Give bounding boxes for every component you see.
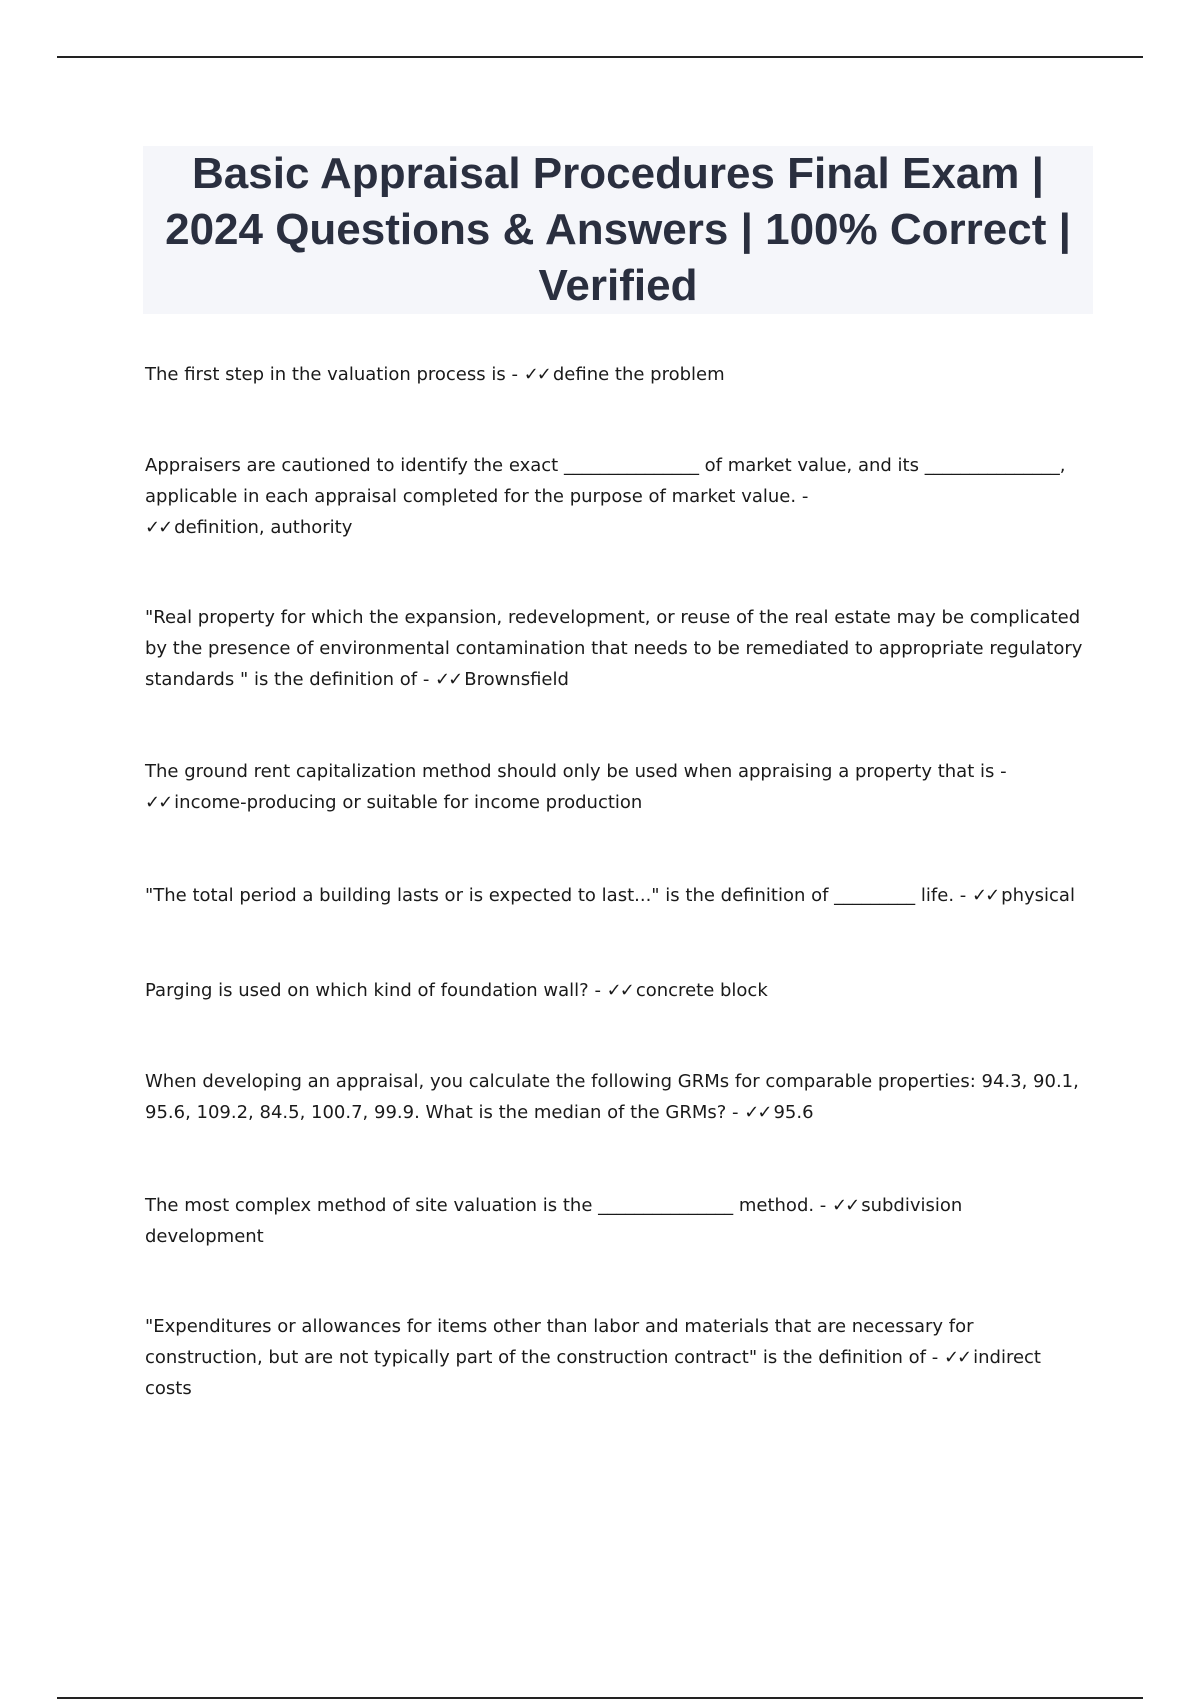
answer-text: 95.6 [773,1102,814,1123]
question-text: When developing an appraisal, you calculate the following GRMs for comparable properties: 94.3, 90.1, 95.6, 109.2, 84.5, 100.7, 99.9. What is the median of the GRMs? - [145,1071,1079,1123]
answer-text: definition, authority [174,517,353,538]
check-icon: ✓✓ [832,1195,859,1216]
question-text: The ground rent capitalization method should only be used when appraising a property that is - [145,761,1007,782]
question-text: Appraisers are cautioned to identify the exact _______________ of market value, and its _______________, applicable in each appraisal completed for the purpose of market value. - [145,455,1066,507]
question-text: "Real property for which the expansion, redevelopment, or reuse of the real estate may be complicated by the presence of environmental contamination that needs to be remediated to appropriate regulatory standards " is the definition of - [145,607,1083,690]
qa-item-2 [145,450,1085,543]
question-text: The most complex method of site valuation is the _______________ method. - [145,1195,833,1216]
qa-item-1 [145,359,1085,390]
top-rule [57,56,1143,58]
check-icon: ✓✓ [943,1347,971,1368]
question-text: "Expenditures or allowances for items other than labor and materials that are necessary for construction, but are not typically part of the construction contract" is the definition of - [145,1316,974,1368]
qa-item-4 [145,756,1085,818]
question-text: "The total period a building lasts or is expected to last..." is the definition of _________ life. - [145,885,972,906]
check-icon: ✓✓ [606,980,633,1001]
qa-item-6 [145,975,1085,1006]
qa-item-7 [145,1066,1085,1128]
answer-text: physical [1001,885,1075,906]
answer-text: Brownsfield [464,669,569,690]
qa-item-9 [145,1311,1085,1404]
bottom-rule [57,1697,1143,1699]
qa-item-5 [145,880,1145,911]
qa-item-8 [145,1190,1045,1252]
check-icon: ✓✓ [145,792,172,813]
qa-item-3 [145,602,1085,695]
answer-text: subdivision development [145,1195,963,1247]
answer-text: define the problem [552,364,725,385]
title-banner [143,146,1093,314]
check-icon: ✓✓ [435,669,462,690]
question-text: The first step in the valuation process is - [145,364,524,385]
document-title: Basic Appraisal Procedures Final Exam | 2024 Questions & Answers | 100% Correct | Verified [165,149,1071,310]
check-icon: ✓✓ [523,364,550,385]
check-icon: ✓✓ [971,885,999,906]
answer-text: concrete block [635,980,768,1001]
question-text: Parging is used on which kind of foundation wall? - [145,980,607,1001]
answer-text: indirect costs [145,1347,1041,1399]
check-icon: ✓✓ [145,517,172,538]
answer-text: income-producing or suitable for income production [174,792,643,813]
check-icon: ✓✓ [744,1102,771,1123]
